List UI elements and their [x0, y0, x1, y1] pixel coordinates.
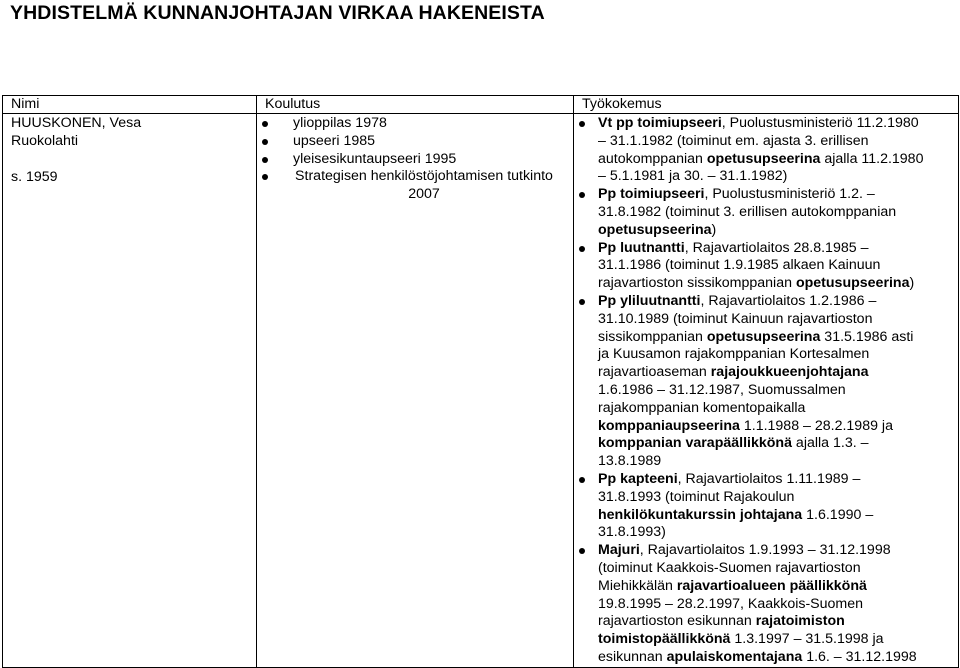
work-experience-line: opetusupseerina) — [598, 221, 717, 238]
work-experience-line: rajavartioston esikunnan rajatoimiston — [598, 613, 845, 630]
document-title: YHDISTELMÄ KUNNANJOHTAJAN VIRKAA HAKENEISTA — [10, 2, 545, 24]
emphasized-role: Pp toimiupseeri — [598, 186, 705, 203]
emphasized-role: opetusupseerina — [598, 221, 712, 238]
work-experience-item — [574, 186, 954, 239]
work-experience-line: rajavartioston sissikomppanian opetusupseerina) — [598, 275, 915, 292]
applicant-cell — [3, 114, 257, 668]
emphasized-role: Pp yliluutnantti — [598, 292, 701, 309]
header-name: Nimi — [3, 96, 257, 114]
applicant-name: HUUSKONEN, Vesa — [11, 115, 142, 131]
header-work-experience: Työkokemus — [574, 96, 959, 114]
applicants-table — [2, 95, 959, 668]
work-experience-line: toimistopäällikkönä 1.3.1997 – 31.5.1998 ja — [598, 631, 884, 648]
work-experience-list — [574, 115, 954, 667]
header-education: Koulutus — [257, 96, 574, 114]
work-experience-line: – 31.1.1982 (toiminut em. ajasta 3. erillisen — [598, 132, 869, 149]
work-experience-line: komppanian varapäällikkönä ajalla 1.3. – — [598, 435, 869, 452]
work-experience-line: Miehikkälän rajavartioalueen päällikkönä — [598, 577, 867, 594]
work-experience-line: rajakomppanian komentopaikalla — [598, 399, 806, 416]
education-cell — [257, 114, 574, 668]
work-experience-line: Vt pp toimiupseeri, Puolustusministeriö 11.2.1980 — [598, 115, 919, 131]
work-experience-item — [574, 293, 954, 471]
emphasized-role: opetusupseerina — [795, 275, 910, 292]
table-row — [3, 114, 959, 668]
emphasized-role: komppanian varapäällikkönä — [598, 435, 792, 452]
education-list — [257, 115, 567, 204]
education-item: yleisesikuntaupseeri 1995 — [257, 151, 567, 169]
work-experience-line: Majuri, Rajavartiolaitos 1.9.1993 – 31.12.1998 — [598, 542, 891, 559]
emphasized-role: Majuri — [598, 542, 640, 559]
emphasized-role: Vt pp toimiupseeri — [598, 115, 722, 131]
education-item: upseeri 1985 — [257, 133, 567, 151]
work-experience-item — [574, 240, 954, 293]
work-experience-line: sissikomppanian opetusupseerina 31.5.1986 asti — [598, 328, 914, 345]
work-experience-line: (toiminut Kaakkois-Suomen rajavartioston — [598, 559, 861, 576]
table-header-row — [3, 96, 959, 114]
work-experience-line: esikunnan apulaiskomentajana 1.6. – 31.12.1998 — [598, 648, 917, 665]
work-experience-line: Pp kapteeni, Rajavartiolaitos 1.11.1989 – — [598, 470, 861, 487]
emphasized-role: henkilökuntakurssin johtajana — [598, 506, 803, 523]
emphasized-role: rajajoukkueenjohtajana — [710, 364, 869, 381]
work-experience-line: Pp toimiupseeri, Puolustusministeriö 1.2. – — [598, 186, 875, 203]
work-experience-line: henkilökuntakurssin johtajana 1.6.1990 – — [598, 506, 874, 523]
emphasized-role: toimistopäällikkönä — [598, 631, 731, 648]
emphasized-role: apulaiskomentajana — [666, 648, 803, 665]
work-experience-line: komppaniaupseerina 1.1.1988 – 28.2.1989 ja — [598, 417, 893, 434]
work-experience-item — [574, 115, 954, 186]
emphasized-role: rajatoimiston — [755, 613, 845, 630]
applicant-municipality: Ruokolahti — [11, 132, 79, 149]
emphasized-role: Pp kapteeni — [598, 470, 678, 487]
work-experience-line: 31.8.1993) — [598, 524, 666, 541]
work-experience-line: 31.8.1993 (toiminut Rajakoulun — [598, 488, 795, 505]
work-experience-line: ja Kuusamon rajakomppanian Kortesalmen — [598, 346, 870, 363]
work-experience-line: 1.6.1986 – 31.12.1987, Suomussalmen — [598, 381, 846, 398]
work-experience-line: 31.8.1982 (toiminut 3. erillisen autokomppanian — [598, 203, 897, 220]
work-experience-line: 13.8.1989 — [598, 453, 662, 470]
education-item: ylioppilas 1978 — [257, 115, 567, 133]
emphasized-role: rajavartioalueen päällikkönä — [676, 577, 867, 594]
work-experience-item — [574, 542, 954, 667]
emphasized-role: Pp luutnantti — [598, 239, 685, 256]
work-experience-item — [574, 471, 954, 542]
work-experience-line: rajavartioaseman rajajoukkueenjohtajana — [598, 364, 869, 381]
emphasized-role: komppaniaupseerina — [598, 417, 740, 434]
emphasized-role: opetusupseerina — [706, 328, 821, 345]
work-experience-line: 31.1.1986 (toiminut 1.9.1985 alkaen Kainuun — [598, 257, 881, 274]
work-experience-line: 31.10.1989 (toiminut Kainuun rajavartioston — [598, 310, 873, 327]
work-experience-cell — [574, 114, 959, 668]
emphasized-role: opetusupseerina — [706, 150, 821, 167]
work-experience-line: autokomppanian opetusupseerina ajalla 11.2.1980 — [598, 150, 924, 167]
work-experience-line: Pp luutnantti, Rajavartiolaitos 28.8.1985 – — [598, 239, 869, 256]
work-experience-line: Pp yliluutnantti, Rajavartiolaitos 1.2.1986 – — [598, 292, 877, 309]
education-item: Strategisen henkilöstöjohtamisen tutkinto 2007 — [257, 168, 567, 204]
applicant-birth-year: s. 1959 — [11, 168, 58, 185]
work-experience-line: – 5.1.1981 ja 30. – 31.1.1982) — [598, 168, 788, 185]
work-experience-line: 19.8.1995 – 28.2.1997, Kaakkois-Suomen — [598, 595, 864, 612]
